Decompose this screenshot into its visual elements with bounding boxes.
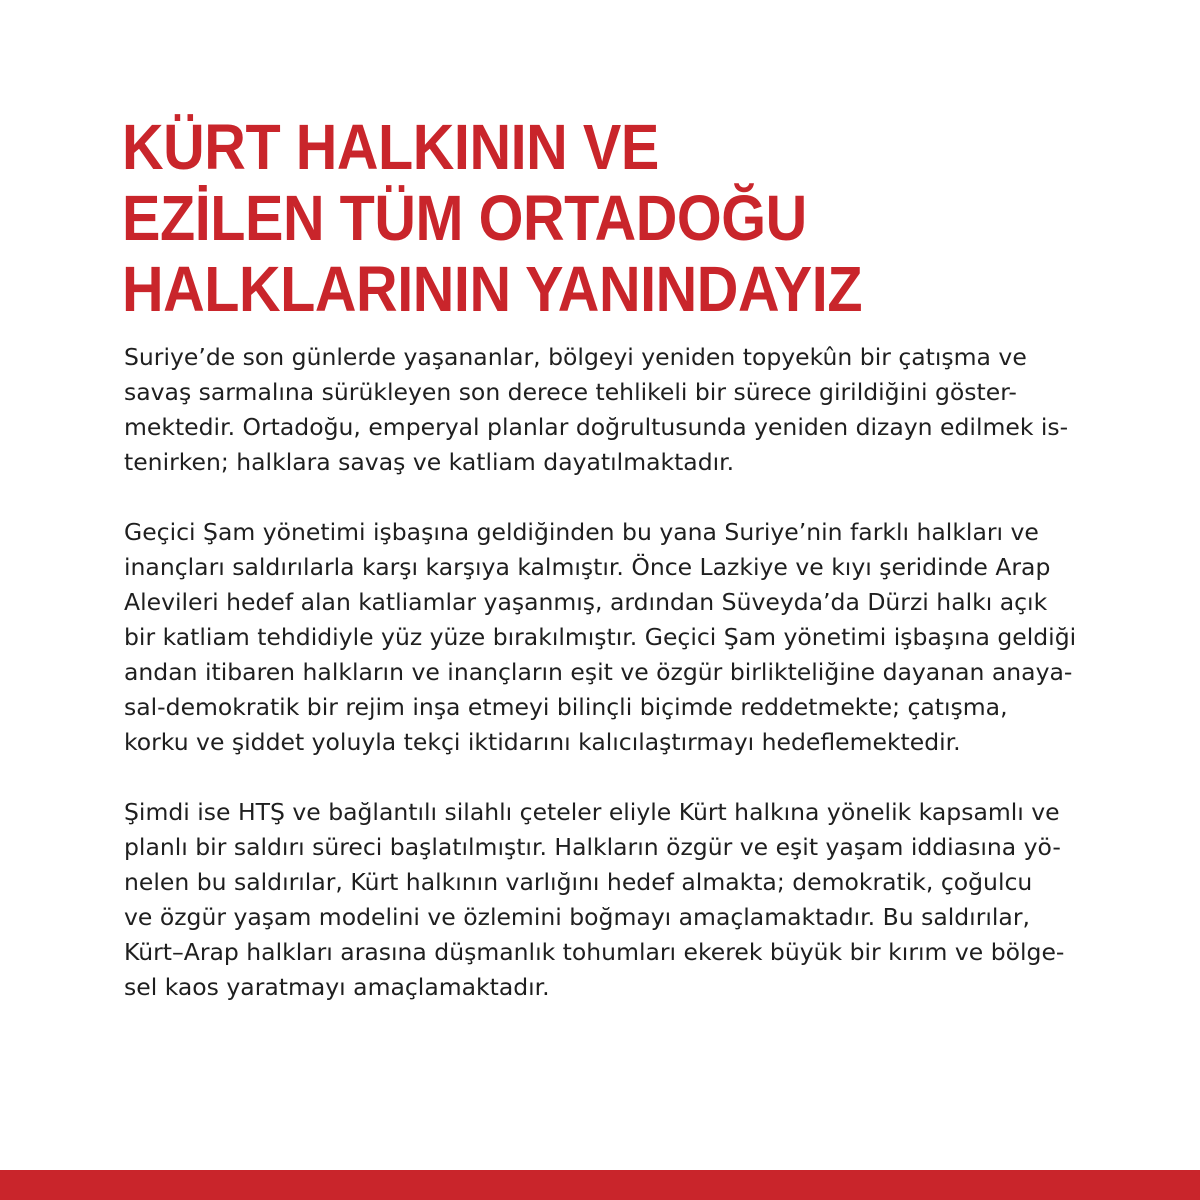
text-line: tenirken; halklara savaş ve katliam dayatılmaktadır. bbox=[124, 448, 735, 476]
text-line: sal-demokratik bir rejim inşa etmeyi bilinçli biçimde reddetmekte; çatışma, bbox=[124, 693, 1008, 721]
text-line: planlı bir saldırı süreci başlatılmıştır. Halkların özgür ve eşit yaşam iddiasına yö- bbox=[124, 833, 1061, 861]
statement-title bbox=[122, 112, 862, 325]
text-line: inançları saldırılarla karşı karşıya kalmıştır. Önce Lazkiye ve kıyı şeridinde Arap bbox=[124, 553, 1051, 581]
text-line: Geçici Şam yönetimi işbaşına geldiğinden bu yana Suriye’nin farklı halkları ve bbox=[124, 518, 1039, 546]
paragraph-1 bbox=[124, 340, 1084, 480]
text-line: Şimdi ise HTŞ ve bağlantılı silahlı çeteler eliyle Kürt halkına yönelik kapsamlı ve bbox=[124, 798, 1060, 826]
text-line: mektedir. Ortadoğu, emperyal planlar doğrultusunda yeniden dizayn edilmek is- bbox=[124, 413, 1069, 441]
text-line: ve özgür yaşam modelini ve özlemini boğmayı amaçlamaktadır. Bu saldırılar, bbox=[124, 903, 1030, 931]
title-line: HALKLARININ YANINDAYIZ bbox=[122, 253, 863, 325]
text-line: savaş sarmalına sürükleyen son derece tehlikeli bir sürece girildiğini göster- bbox=[124, 378, 1017, 406]
text-line: bir katliam tehdidiyle yüz yüze bırakılmıştır. Geçici Şam yönetimi işbaşına geldiği bbox=[124, 623, 1077, 651]
paragraph-3 bbox=[124, 795, 1084, 1005]
bottom-accent-bar bbox=[0, 1170, 1200, 1200]
title-line: KÜRT HALKININ VE bbox=[122, 111, 659, 183]
text-line: nelen bu saldırılar, Kürt halkının varlığını hedef almakta; demokratik, çoğulcu bbox=[124, 868, 1033, 896]
text-line: Suriye’de son günlerde yaşananlar, bölgeyi yeniden topyekûn bir çatışma ve bbox=[124, 343, 1027, 371]
text-line: sel kaos yaratmayı amaçlamaktadır. bbox=[124, 973, 550, 1001]
text-line: Kürt–Arap halkları arasına düşmanlık tohumları ekerek büyük bir kırım ve bölge- bbox=[124, 938, 1065, 966]
text-line: Alevileri hedef alan katliamlar yaşanmış, ardından Süveyda’da Dürzi halkı açık bbox=[124, 588, 1048, 616]
paragraph-2 bbox=[124, 515, 1084, 760]
title-line: EZİLEN TÜM ORTADOĞU bbox=[122, 182, 807, 254]
text-line: korku ve şiddet yoluyla tekçi iktidarını kalıcılaştırmayı hedeflemektedir. bbox=[124, 728, 961, 756]
text-line: andan itibaren halkların ve inançların eşit ve özgür birlikteliğine dayanan anaya- bbox=[124, 658, 1073, 686]
statement-body bbox=[124, 340, 1084, 1040]
